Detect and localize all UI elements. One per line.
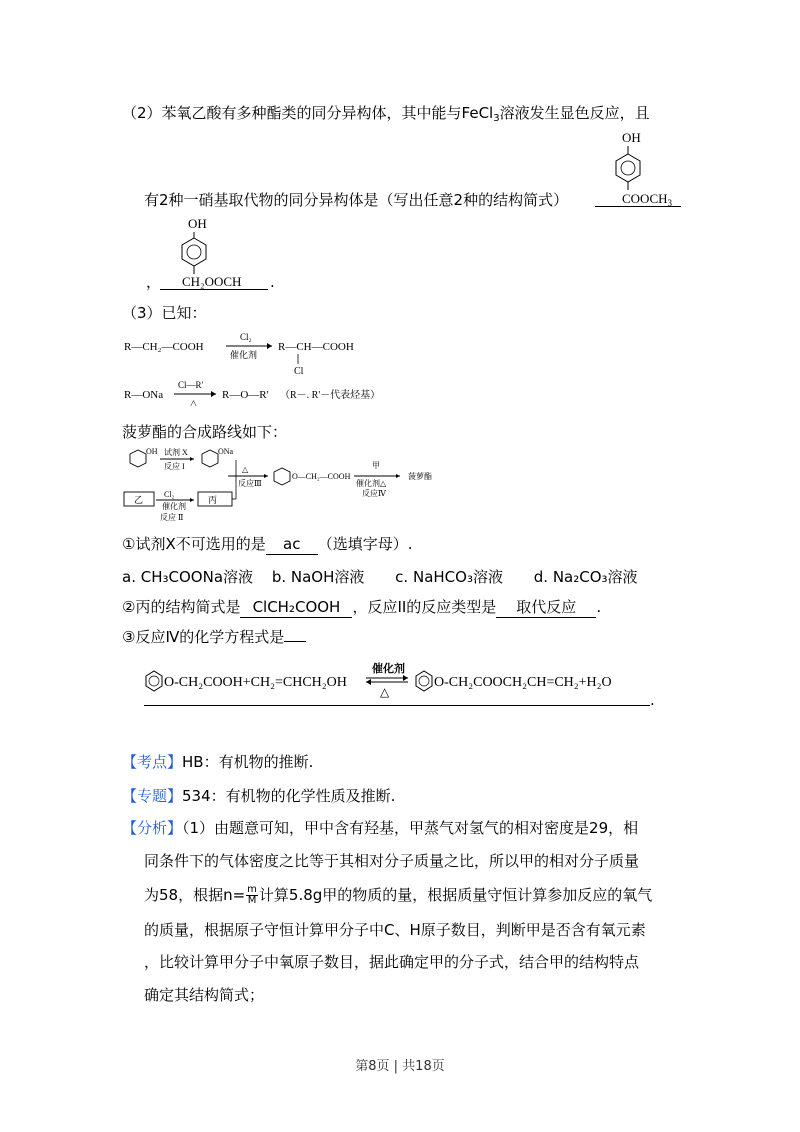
q3-label: （3）已知： <box>122 304 207 322</box>
svg-text:乙: 乙 <box>134 495 144 505</box>
option-a: a. CH₃COONa溶液 <box>122 568 254 586</box>
svg-text:O-CH₂COOCH₂CH=CH₂+H₂O: O-CH₂COOCH₂CH=CH₂+H₂O <box>434 675 612 690</box>
svg-text:R—O—R': R—O—R' <box>222 389 269 401</box>
answer-underline-2 <box>160 289 268 290</box>
item1: ①试剂X不可选用的是 ac （选填字母）. <box>122 535 413 553</box>
svg-text:R—CH—COOH: R—CH—COOH <box>278 341 354 353</box>
q2-comma: ， <box>146 273 162 291</box>
ester-structure-2 <box>168 214 264 292</box>
reaction-equation <box>140 654 660 708</box>
svg-text:催化剂: 催化剂 <box>162 502 186 511</box>
svg-text:OH: OH <box>146 447 158 456</box>
svg-text:试剂 X: 试剂 X <box>164 448 188 457</box>
svg-text:反应Ⅳ: 反应Ⅳ <box>362 489 386 498</box>
svg-text:OH: OH <box>188 216 207 231</box>
svg-text:Cl—R': Cl—R' <box>178 380 204 390</box>
answer-bing: ClCH₂COOH <box>240 597 352 618</box>
equation-underline <box>144 705 650 706</box>
svg-text:反应 I: 反应 I <box>164 462 185 471</box>
svg-text:Cl₂: Cl₂ <box>240 332 252 342</box>
svg-text:R—ONa: R—ONa <box>124 389 164 401</box>
options-row <box>122 567 638 587</box>
svg-text:催化剂: 催化剂 <box>372 663 405 675</box>
q2-line2: 有2种一硝基取代物的同分异构体是（写出任意2种的结构简式） <box>144 191 569 209</box>
svg-text:甲: 甲 <box>372 461 380 470</box>
fenxi-line-6: 确定其结构简式； <box>144 986 265 1004</box>
known-reactions <box>120 328 420 406</box>
answer-reaction-type: 取代反应 <box>496 597 596 618</box>
fenxi-line-2: 同条件下的气体密度之比等于其相对分子质量之比，所以甲的相对分子质量 <box>144 852 640 870</box>
zhuanti: 【专题】534：有机物的化学性质及推断. <box>122 787 396 805</box>
svg-text:（R－. R'－代表烃基）: （R－. R'－代表烃基） <box>280 390 381 401</box>
svg-text:催化剂: 催化剂 <box>230 350 258 360</box>
svg-text:OH: OH <box>622 130 641 145</box>
svg-text:COOCH3: $COOCH_3$ <box>622 191 673 208</box>
item2: ②丙的结构简式是 ClCH₂COOH ，反应II的反应类型是 取代反应 . <box>122 598 602 616</box>
svg-text:ONa: ONa <box>218 447 234 456</box>
equation-period: . <box>650 691 655 709</box>
option-b: b. NaOH溶液 <box>271 568 365 586</box>
svg-text:Cl₂: Cl₂ <box>164 490 175 499</box>
ester-structure-1 <box>598 128 690 208</box>
svg-text:CH₂OOCH: CH₂OOCH <box>182 274 242 289</box>
option-d: d. Na₂CO₃溶液 <box>533 568 638 586</box>
svg-text:菠萝酯: 菠萝酯 <box>408 472 432 481</box>
svg-text:催化剂△: 催化剂△ <box>356 479 387 488</box>
svg-text:△: △ <box>380 685 390 699</box>
svg-text:O-CH₂COOH+CH₂=CHCH₂OH: O-CH₂COOH+CH₂=CHCH₂OH <box>164 675 347 690</box>
q2-line1: （2）苯氧乙酸有多种酯类的同分异构体，其中能与FeCl$_3$溶液发生显色反应，且 <box>122 104 650 124</box>
answer-ac: ac <box>266 534 318 555</box>
route-title: 菠萝酯的合成路线如下： <box>122 423 288 441</box>
answer-underline-1 <box>595 206 681 207</box>
option-c: c. NaHCO₃溶液 <box>395 568 503 586</box>
svg-text:△: △ <box>190 398 197 406</box>
item3: ③反应Ⅳ的化学方程式是 <box>122 627 306 647</box>
q2-period: . <box>270 273 275 291</box>
svg-text:丙: 丙 <box>208 495 218 505</box>
fenxi-line-5: ，比较计算甲分子中氧原子数目，据此确定甲的分子式，结合甲的结构特点 <box>144 953 640 971</box>
zhuanti-tag: 【专题】 <box>122 787 183 805</box>
svg-text:R—CH₂—COOH: R—CH₂—COOH <box>124 341 204 353</box>
fraction-m-over-M: $\frac{m}{M}$ <box>247 884 257 906</box>
svg-text:Cl: Cl <box>294 366 304 377</box>
synthesis-route <box>118 446 458 526</box>
kaodian-tag: 【考点】 <box>122 753 183 771</box>
fenxi-line-1: 【分析】（1）由题意可知，甲中含有羟基，甲蒸气对氢气的相对密度是29，相 <box>122 819 639 837</box>
fenxi-line-3: 为58，根据n= $\frac{m}{M}$ 计算5.8g甲的物质的量，根据质量守恒计算参加反应的氧气 <box>144 884 653 906</box>
svg-text:O—CH₂—COOH: O—CH₂—COOH <box>292 472 351 481</box>
svg-text:反应 Ⅱ: 反应 Ⅱ <box>160 513 184 522</box>
fenxi-line-4: 的质量，根据原子守恒计算甲分子中C、H原子数目，判断甲是否含有氧元素 <box>144 921 646 939</box>
kaodian: 【考点】HB：有机物的推断. <box>122 753 314 771</box>
svg-text:反应Ⅲ: 反应Ⅲ <box>238 479 262 488</box>
page-footer: 第8页 | 共18页 <box>355 1059 445 1074</box>
svg-text:△: △ <box>242 465 249 474</box>
fenxi-tag: 【分析】 <box>122 819 183 837</box>
